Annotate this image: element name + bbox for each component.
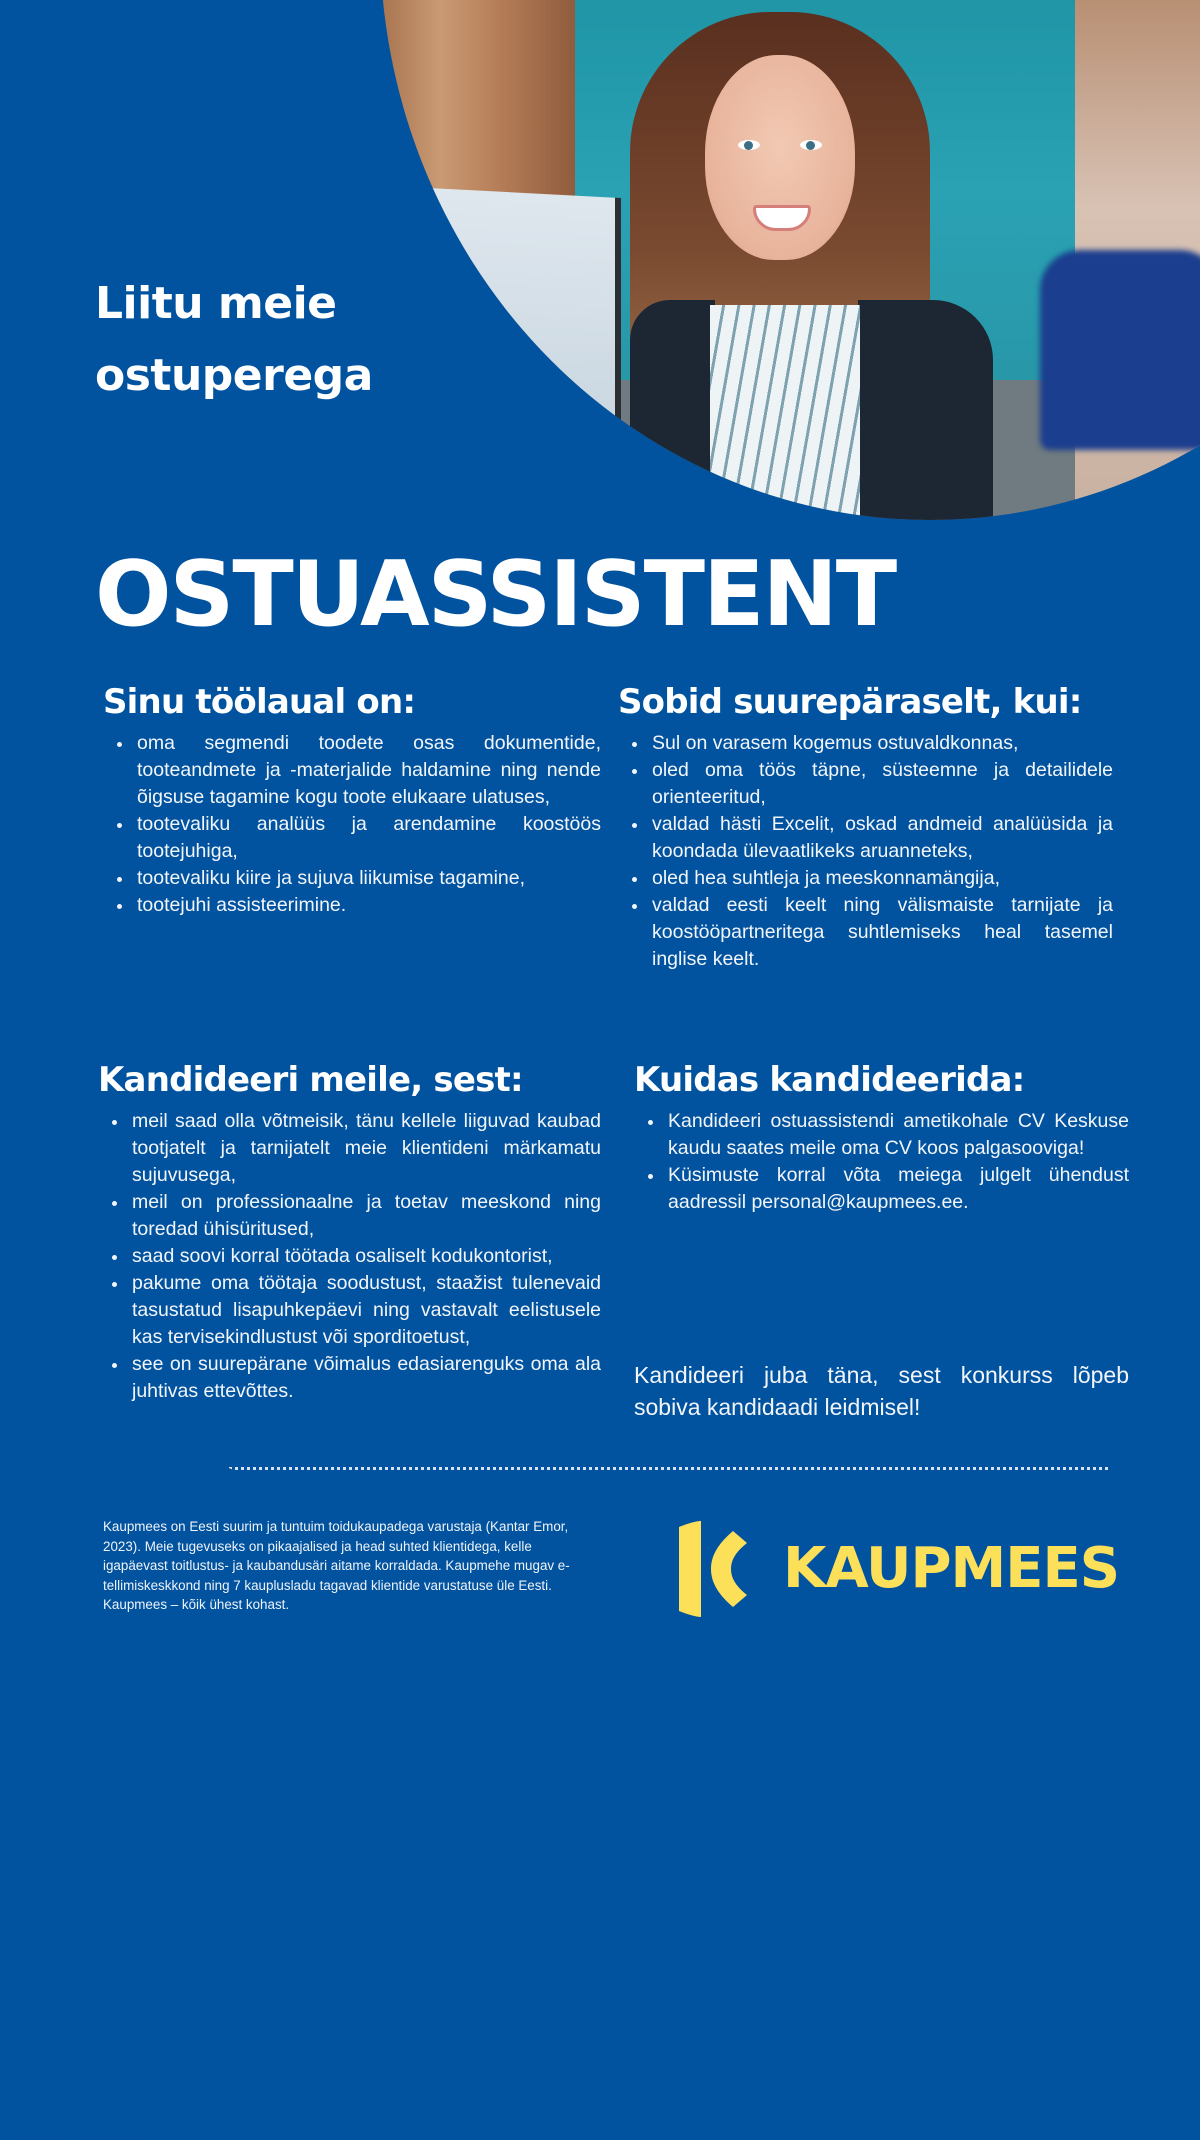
list-item: oled oma töös täpne, süsteemne ja detailidele orienteeritud, <box>652 757 1113 811</box>
section-benefits <box>98 1058 601 1405</box>
section-heading: Sinu töölaual on: <box>103 682 416 722</box>
photo-smile <box>753 205 811 231</box>
section-heading: Kandideeri meile, sest: <box>98 1060 523 1100</box>
company-description: Kaupmees on Eesti suurim ja tuntuim toidukaupadega varustaja (Kantar Emor, 2023). Meie tugevuseks on pikaajalised ja head suhted klientidega, kelle igapäevast toitlustus- ja kaubandusäri aitame korraldada. Kaupmehe mugav e-tellimiskeskkond ning 7 kauplusladu tagavad klientide varustatuse üle Eesti. Kaupmees – kõik ühest kohast. <box>103 1519 570 1612</box>
list-item: valdad hästi Excelit, oskad andmeid analüüsida ja koondada ülevaatlikeks aruanneteks, <box>652 811 1113 865</box>
list-item: Kandideeri ostuassistendi ametikohale CV Keskuse kaudu saates meile oma CV koos palgasooviga! <box>668 1108 1129 1162</box>
list-item: saad soovi korral töötada osaliselt kodukontorist, <box>132 1243 601 1270</box>
photo-eye-right <box>800 140 822 150</box>
logo-wordmark: KAUPMEES <box>783 1536 1120 1601</box>
list-item-contact-email[interactable]: Küsimuste korral võta meiega julgelt ühendust aadressil personal@kaupmees.ee. <box>668 1162 1129 1216</box>
photo-eye-left <box>738 140 760 150</box>
list-item: tootevaliku kiire ja sujuva liikumise tagamine, <box>137 865 601 892</box>
bullet-list <box>618 730 1113 973</box>
photo-person-jacket-left <box>630 300 715 520</box>
section-heading: Kuidas kandideerida: <box>634 1060 1025 1100</box>
bullet-list <box>634 1108 1129 1216</box>
hero-tagline-line2: ostuperega <box>95 350 373 401</box>
section-requirements <box>618 680 1113 973</box>
list-item: oled hea suhtleja ja meeskonnamängija, <box>652 865 1113 892</box>
list-item: meil saad olla võtmeisik, tänu kellele liiguvad kaubad tootjatelt ja tarnijatelt meie klientideni märkamatu sujuvusega, <box>132 1108 601 1189</box>
section-how-to-apply <box>634 1058 1129 1216</box>
list-item: oma segmendi toodete osas dokumentide, tooteandmete ja -materjalide haldamine ning nende õigsuse tagamine kogu toote elukaare ulatuses, <box>137 730 601 811</box>
list-item: pakume oma töötaja soodustust, staažist tulenevaid tasustatud lisapuhkepäevi ning vastavalt eelistusele kas tervisekindlustust või sporditoetust, <box>132 1270 601 1351</box>
hero-tagline <box>95 268 455 412</box>
list-item: see on suurepärane võimalus edasiarenguks oma ala juhtivas ettevõttes. <box>132 1351 601 1405</box>
section-heading: Sobid suurepäraselt, kui: <box>618 682 1082 722</box>
list-item: tootejuhi assisteerimine. <box>137 892 601 919</box>
kaupmees-k-mark-icon <box>675 1521 755 1617</box>
list-item: tootevaliku analüüs ja arendamine koostöös tootejuhiga, <box>137 811 601 865</box>
dotted-divider <box>103 1467 1108 1470</box>
hero-tagline-line1: Liitu meie <box>95 278 337 329</box>
section-responsibilities <box>103 680 601 919</box>
photo-person-jacket-right <box>858 300 993 520</box>
photo-bg-wood <box>380 0 580 200</box>
kaupmees-logo <box>675 1517 1120 1617</box>
hero-photo <box>380 0 1200 520</box>
job-title: OSTUASSISTENT <box>95 542 896 647</box>
list-item: meil on professionaalne ja toetav meeskond ning toredad ühisüritused, <box>132 1189 601 1243</box>
hero-photo-area <box>0 0 1200 520</box>
bullet-list <box>103 730 601 919</box>
photo-blue-chair <box>1040 250 1200 450</box>
list-item: Sul on varasem kogemus ostuvaldkonnas, <box>652 730 1113 757</box>
call-to-action-text: Kandideeri juba täna, sest konkurss lõpeb sobiva kandidaadi leidmisel! <box>634 1362 1129 1420</box>
list-item: valdad eesti keelt ning välismaiste tarnijate ja koostööpartneritega suhtlemiseks heal tasemel inglise keelt. <box>652 892 1113 973</box>
photo-person-shirt <box>710 305 860 520</box>
bullet-list <box>98 1108 601 1405</box>
photo-person-face <box>705 55 855 260</box>
